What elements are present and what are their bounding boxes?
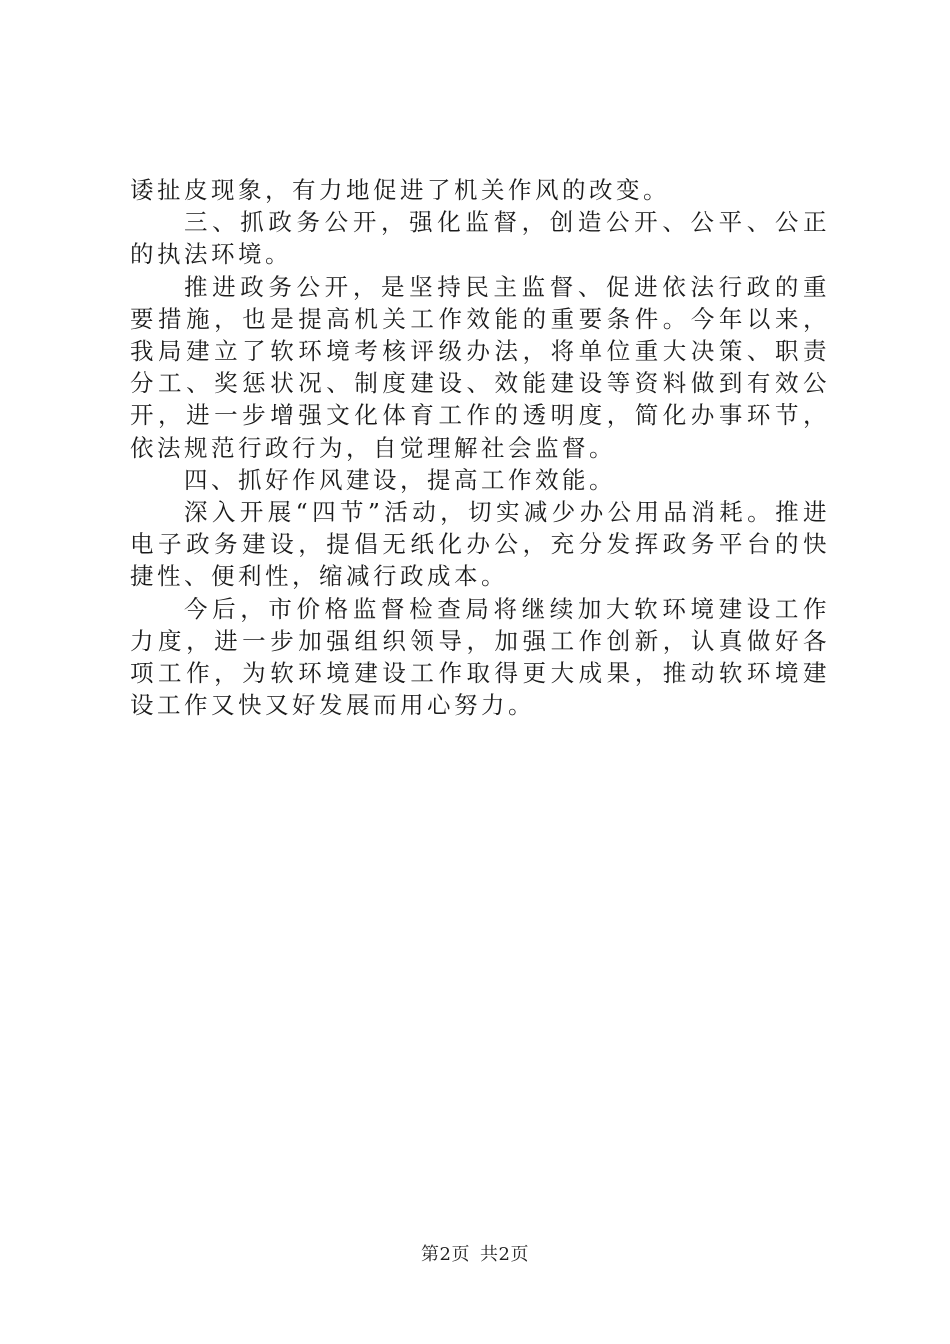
page-total: 共2页 xyxy=(480,1244,529,1265)
page-number: 第2页 xyxy=(421,1244,470,1265)
section-heading: 四、抓好作风建设，提高工作效能。 xyxy=(184,465,616,494)
paragraph: 诿扯皮现象，有力地促进了机关作风的改变。 xyxy=(130,176,670,204)
paragraph: 推进政务公开，是坚持民主监督、促进依法行政的重要措施，也是提高机关工作效能的重要条件。今年以来，我局建立了软环境考核评级办法，将单位重大决策、职责分工、奖惩状况、制度建设、效能建设等资料做到有效公开，进一步增强文化体育工作的透明度，简化办事环节，依法规范行政行为，自觉理解社会监督。 xyxy=(130,272,830,462)
paragraph: 深入开展“四节”活动，切实减少办公用品消耗。推进电子政务建设，提倡无纸化办公，充分发挥政务平台的快捷性、便利性，缩减行政成本。 xyxy=(130,498,830,591)
paragraph: 今后，市价格监督检查局将继续加大软环境建设工作力度，进一步加强组织领导，加强工作创新，认真做好各项工作，为软环境建设工作取得更大成果，推动软环境建设工作又快又好发展而用心努力。 xyxy=(130,594,830,720)
section-heading: 三、抓政务公开，强化监督，创造公开、公平、公正的执法环境。 xyxy=(130,208,830,269)
document-body xyxy=(130,174,830,721)
page-footer xyxy=(0,1244,950,1266)
